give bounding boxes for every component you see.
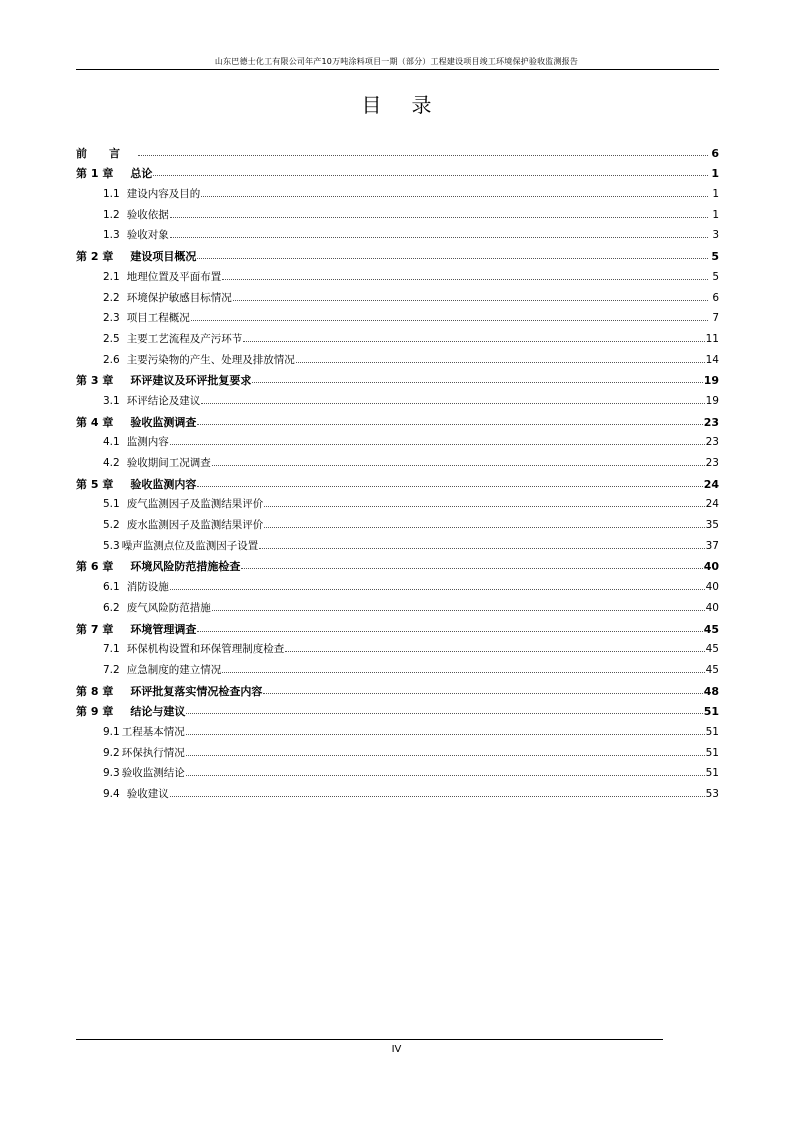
- toc-chapter-entry[interactable]: [76, 367, 719, 388]
- toc-dot-leader: [170, 237, 708, 238]
- toc-entry-number: 4.2: [103, 457, 120, 469]
- toc-chapter-entry[interactable]: [76, 698, 719, 719]
- toc-entry-page: 7: [712, 312, 719, 325]
- toc-entry-page: 23: [705, 436, 719, 449]
- toc-section-entry[interactable]: [76, 491, 719, 512]
- toc-entry-page: 6: [712, 291, 719, 304]
- table-of-contents: [76, 139, 719, 801]
- toc-section-entry[interactable]: [76, 532, 719, 553]
- toc-entry-page: 5: [711, 250, 719, 264]
- toc-section-entry[interactable]: [76, 429, 719, 450]
- toc-section-entry[interactable]: [76, 739, 719, 760]
- toc-entry-title: 环境管理调查: [130, 622, 197, 636]
- toc-dot-leader: [201, 403, 704, 404]
- toc-entry-title: 废水监测因子及监测结果评价: [126, 519, 264, 532]
- toc-entry-number: 7.1: [103, 643, 120, 656]
- toc-dot-leader: [241, 568, 702, 569]
- toc-entry-title: 验收依据: [126, 208, 169, 221]
- toc-entry-title: 消防设施: [126, 581, 169, 594]
- toc-dot-leader: [170, 217, 708, 218]
- toc-entry-title: 环保执行情况: [121, 746, 185, 759]
- toc-entry-title: 主要污染物的产生、处理及排放情况: [126, 353, 295, 366]
- toc-dot-leader: [222, 672, 704, 673]
- toc-entry-page: 37: [705, 539, 719, 552]
- toc-dot-leader: [186, 734, 705, 735]
- toc-entry-number: 第 6 章: [76, 560, 114, 574]
- toc-entry-number: 2.1: [103, 270, 120, 283]
- toc-entry-page: 1: [711, 167, 719, 181]
- toc-section-entry[interactable]: [76, 594, 719, 615]
- toc-entry-title: 环评建议及环评批复要求: [130, 374, 252, 388]
- toc-dot-leader: [233, 300, 708, 301]
- running-title: 山东巴德士化工有限公司年产10万吨涂料项目一期（部分）工程建设项目竣工环境保护验收监测报告: [214, 57, 579, 66]
- toc-section-entry[interactable]: [76, 760, 719, 781]
- page-number: IV: [391, 1044, 402, 1055]
- toc-entry-number: 7.2: [103, 663, 120, 676]
- toc-dot-leader: [197, 258, 708, 259]
- toc-entry-title: 环保机构设置和环保管理制度检查: [126, 643, 285, 656]
- toc-dot-leader: [222, 279, 708, 280]
- toc-section-entry[interactable]: [76, 449, 719, 470]
- toc-entry-number: 第 8 章: [76, 684, 114, 698]
- toc-dot-leader: [170, 796, 705, 797]
- toc-entry-title: 地理位置及平面布置: [126, 270, 222, 283]
- toc-entry-title: 环境保护敏感目标情况: [126, 291, 232, 304]
- toc-entry-page: 6: [711, 146, 719, 160]
- toc-section-entry[interactable]: [76, 201, 719, 222]
- toc-entry-number: 前 言: [76, 146, 120, 160]
- toc-entry-title: 监测内容: [126, 436, 169, 449]
- toc-entry-number: 第 7 章: [76, 622, 114, 636]
- toc-dot-leader: [186, 775, 705, 776]
- toc-dot-leader: [212, 610, 705, 611]
- toc-entry-number: 3.1: [103, 394, 120, 407]
- toc-section-entry[interactable]: [76, 718, 719, 739]
- toc-dot-leader: [259, 548, 704, 549]
- toc-entry-number: 第 3 章: [76, 374, 114, 388]
- toc-section-entry[interactable]: [76, 180, 719, 201]
- toc-entry-page: 1: [712, 208, 719, 221]
- toc-entry-title: 建设项目概况: [130, 250, 197, 264]
- toc-section-entry[interactable]: [76, 305, 719, 326]
- toc-entry-page: 35: [705, 519, 719, 532]
- toc-section-entry[interactable]: [76, 222, 719, 243]
- toc-entry-title: 废气风险防范措施: [126, 601, 211, 614]
- toc-entry-number: 1.2: [103, 208, 120, 221]
- toc-entry-page: 24: [703, 477, 719, 491]
- toc-entry-title: 总论: [130, 167, 153, 181]
- header-rule: [76, 69, 719, 70]
- toc-dot-leader: [197, 631, 702, 632]
- toc-entry-number: 5.3: [103, 539, 120, 552]
- toc-chapter-entry[interactable]: [76, 242, 719, 263]
- toc-entry-number: 2.2: [103, 291, 120, 304]
- toc-chapter-entry[interactable]: [76, 553, 719, 574]
- toc-entry-title: 验收监测结论: [121, 767, 185, 780]
- toc-entry-page: 40: [705, 581, 719, 594]
- toc-section-entry[interactable]: [76, 511, 719, 532]
- toc-section-entry[interactable]: [76, 573, 719, 594]
- toc-entry-number: 5.2: [103, 519, 120, 532]
- toc-entry-title: 验收期间工况调查: [126, 457, 211, 469]
- toc-chapter-entry[interactable]: [76, 615, 719, 636]
- toc-entry-number: 2.3: [103, 312, 120, 325]
- toc-section-entry[interactable]: [76, 263, 719, 284]
- toc-entry-page: 45: [705, 663, 719, 676]
- toc-chapter-entry[interactable]: [76, 470, 719, 491]
- toc-entry-page: 24: [705, 498, 719, 511]
- toc-entry-number: 4.1: [103, 436, 120, 449]
- toc-entry-number: 2.5: [103, 332, 120, 345]
- toc-entry-page: 45: [703, 622, 719, 636]
- toc-chapter-entry[interactable]: [76, 677, 719, 698]
- toc-entry-title: 环评结论及建议: [126, 394, 201, 407]
- toc-entry-page: 51: [705, 746, 719, 759]
- toc-chapter-entry[interactable]: [76, 408, 719, 429]
- toc-entry-number: 第 4 章: [76, 415, 114, 429]
- toc-entry-title: 验收建议: [126, 788, 169, 800]
- toc-entry-title: 噪声监测点位及监测因子设置: [121, 539, 259, 552]
- toc-dot-leader: [186, 755, 705, 756]
- toc-entry-page: 45: [705, 643, 719, 656]
- toc-section-entry[interactable]: [76, 780, 719, 801]
- toc-entry-page: 53: [705, 788, 719, 800]
- toc-dot-leader: [186, 713, 702, 714]
- toc-dot-leader: [191, 320, 708, 321]
- toc-dot-leader: [201, 196, 708, 197]
- toc-entry-page: 5: [712, 270, 719, 283]
- toc-entry-page: 14: [705, 353, 719, 366]
- toc-entry-title: 环境风险防范措施检查: [130, 560, 241, 574]
- toc-dot-leader: [197, 486, 702, 487]
- title-char-2: 录: [411, 93, 432, 117]
- toc-dot-leader: [296, 362, 705, 363]
- toc-dot-leader: [264, 527, 704, 528]
- toc-entry-page: 11: [705, 332, 719, 345]
- toc-entry-title: 废气监测因子及监测结果评价: [126, 498, 264, 511]
- toc-entry-number: 2.6: [103, 353, 120, 366]
- toc-entry-number: 1.1: [103, 188, 120, 201]
- toc-entry-number: 1.3: [103, 229, 120, 242]
- toc-entry-page: 40: [705, 601, 719, 614]
- toc-entry-number: 第 9 章: [76, 705, 114, 719]
- toc-entry-page: 51: [705, 725, 719, 738]
- title-char-1: 目: [361, 93, 382, 117]
- toc-section-entry[interactable]: [76, 325, 719, 346]
- toc-dot-leader: [138, 155, 708, 156]
- toc-chapter-entry[interactable]: [76, 160, 719, 181]
- toc-chapter-entry[interactable]: [76, 139, 719, 160]
- toc-entry-title: 验收监测调查: [130, 415, 197, 429]
- toc-entry-title: 验收对象: [126, 229, 169, 242]
- toc-entry-page: 23: [705, 457, 719, 469]
- toc-entry-number: 6.2: [103, 601, 120, 614]
- toc-entry-number: 5.1: [103, 498, 120, 511]
- toc-dot-leader: [243, 341, 704, 342]
- toc-entry-title: 验收监测内容: [130, 477, 197, 491]
- toc-entry-page: 23: [703, 415, 719, 429]
- toc-dot-leader: [170, 589, 705, 590]
- toc-entry-page: 19: [703, 374, 719, 388]
- toc-entry-title: 建设内容及目的: [126, 188, 201, 201]
- toc-dot-leader: [263, 693, 702, 694]
- toc-entry-page: 1: [712, 188, 719, 201]
- toc-entry-page: 51: [705, 767, 719, 780]
- toc-section-entry[interactable]: [76, 346, 719, 367]
- toc-entry-number: 第 1 章: [76, 167, 114, 181]
- toc-entry-page: 48: [703, 684, 719, 698]
- toc-dot-leader: [212, 465, 705, 466]
- toc-entry-number: 第 2 章: [76, 250, 114, 264]
- toc-section-entry[interactable]: [76, 656, 719, 677]
- toc-entry-number: 6.1: [103, 581, 120, 594]
- toc-entry-title: 环评批复落实情况检查内容: [130, 684, 263, 698]
- toc-entry-page: 51: [703, 705, 719, 719]
- toc-entry-title: 主要工艺流程及产污环节: [126, 332, 243, 345]
- toc-entry-title: 结论与建议: [130, 705, 186, 719]
- toc-entry-title: 项目工程概况: [126, 312, 190, 325]
- toc-section-entry[interactable]: [76, 387, 719, 408]
- toc-entry-page: 3: [712, 229, 719, 242]
- toc-section-entry[interactable]: [76, 284, 719, 305]
- toc-entry-number: 9.3: [103, 767, 120, 780]
- page-title: [0, 92, 793, 118]
- toc-entry-page: 40: [703, 560, 719, 574]
- toc-entry-number: 9.4: [103, 788, 120, 800]
- toc-entry-page: 19: [705, 394, 719, 407]
- toc-entry-number: 第 5 章: [76, 477, 114, 491]
- toc-dot-leader: [252, 382, 702, 383]
- toc-dot-leader: [197, 424, 702, 425]
- toc-entry-title: 工程基本情况: [121, 725, 185, 738]
- toc-dot-leader: [153, 175, 708, 176]
- toc-section-entry[interactable]: [76, 636, 719, 657]
- toc-dot-leader: [264, 506, 704, 507]
- footer-rule: [76, 1039, 663, 1040]
- toc-dot-leader: [285, 651, 704, 652]
- toc-entry-title: 应急制度的建立情况: [126, 663, 222, 676]
- toc-entry-number: 9.1: [103, 725, 120, 738]
- toc-entry-number: 9.2: [103, 746, 120, 759]
- toc-dot-leader: [170, 444, 705, 445]
